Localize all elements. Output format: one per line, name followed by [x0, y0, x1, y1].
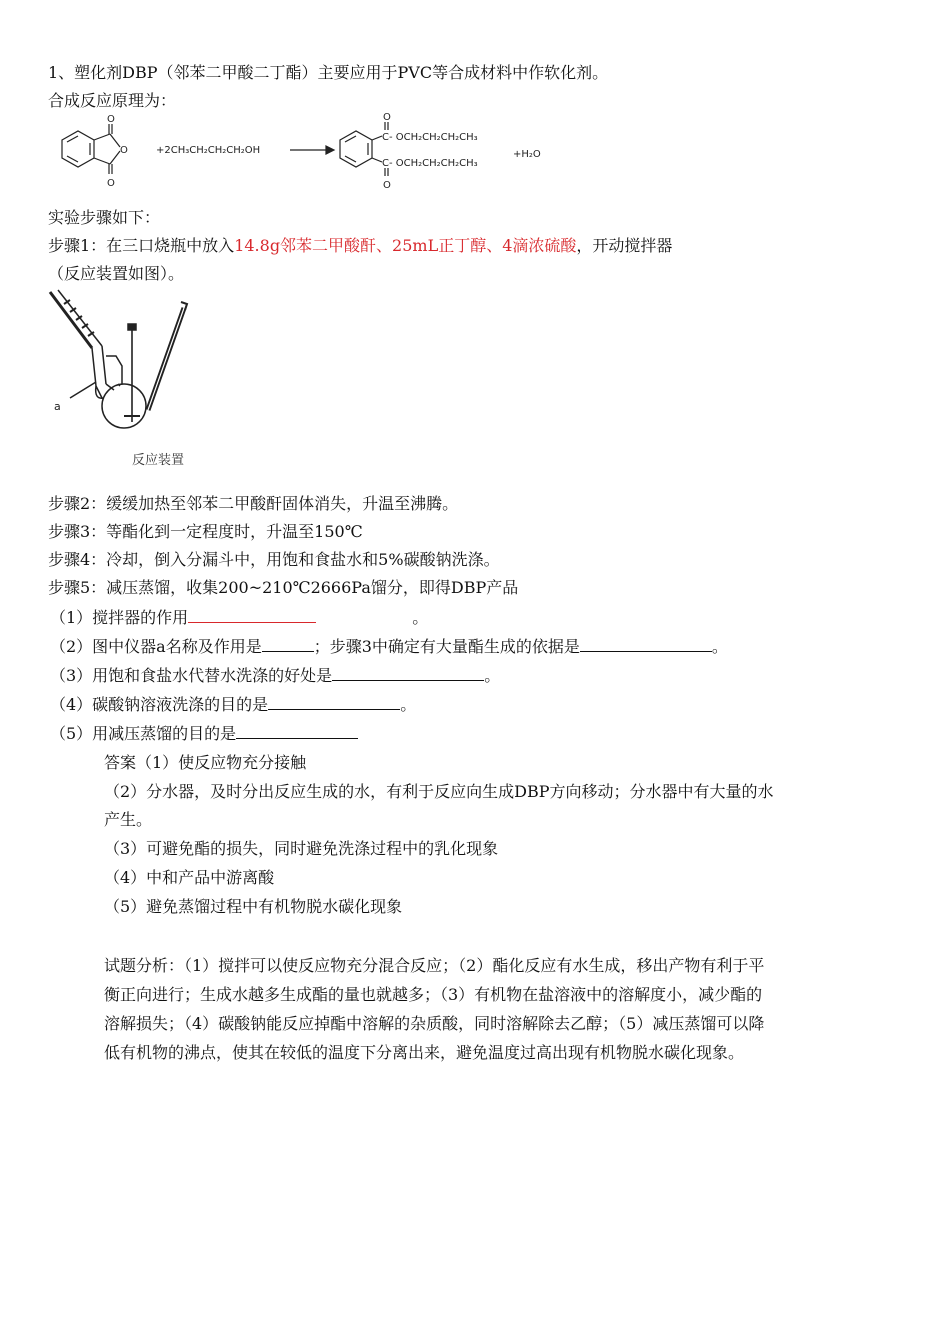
question-1-text: （1）搅拌器的作用: [50, 608, 189, 627]
question-2-text-a: （2）图中仪器a名称及作用是: [50, 637, 262, 656]
question-5: [50, 722, 358, 745]
question-2: [50, 635, 728, 658]
question-intro: 1、塑化剂DBP（邻苯二甲酸二丁酯）主要应用于PVC等合成材料中作软化剂。: [48, 63, 609, 82]
reaction-arrow: [290, 146, 334, 154]
answer-blank-2b[interactable]: [580, 635, 712, 652]
step-1: [48, 235, 672, 257]
step-1-reagents: 14.8g邻苯二甲酸酐、25mL正丁醇、4滴浓硫酸: [234, 236, 577, 255]
question-4-end: 。: [400, 695, 417, 714]
question-3: [50, 664, 500, 687]
answer-5: （5）避免蒸馏过程中有机物脱水碳化现象: [104, 897, 403, 916]
answer-1: 答案（1）使反应物充分接触: [104, 753, 307, 772]
question-1: [50, 606, 428, 629]
butanol-reagent: +2CH₃CH₂CH₂CH₂OH: [156, 145, 261, 156]
apparatus-caption: 反应装置: [132, 453, 185, 468]
steps-title: 实验步骤如下：: [48, 208, 161, 227]
principle-label: 合成反应原理为：: [48, 91, 177, 110]
step-2: 步骤2：缓缓加热至邻苯二甲酸酐固体消失，升温至沸腾。: [48, 494, 459, 513]
anhydride-o-top: O: [107, 114, 115, 125]
dbp-o-bottom: O: [383, 180, 391, 191]
water-product: +H₂O: [513, 149, 541, 160]
analysis-line-3: 溶解损失；（4）碳酸钠能反应掉酯中溶解的杂质酸，同时溶解除去乙醇；（5）减压蒸馏可以降: [104, 1014, 765, 1033]
anhydride-o-bottom: O: [107, 178, 115, 189]
ester-group-1: C- OCH₂CH₂CH₂CH₃: [382, 132, 478, 143]
answer-blank-5[interactable]: [236, 722, 358, 739]
step-1-suffix: ，开动搅拌器: [576, 236, 673, 255]
analysis-line-4: 低有机物的沸点，使其在较低的温度下分离出来，避免温度过高出现有机物脱水碳化现象。: [104, 1043, 745, 1062]
question-3-text: （3）用饱和食盐水代替水洗涤的好处是: [50, 666, 333, 685]
anhydride-structure: [62, 124, 120, 174]
step-4: 步骤4：冷却，倒入分漏斗中，用饱和食盐水和5%碳酸钠洗涤。: [48, 550, 500, 569]
ester-group-2: C- OCH₂CH₂CH₂CH₃: [382, 158, 478, 169]
answer-blank-4[interactable]: [268, 693, 400, 710]
question-3-end: 。: [484, 666, 501, 685]
answer-blank-2a[interactable]: [262, 635, 314, 652]
reaction-scheme: [48, 112, 568, 196]
answer-4: （4）中和产品中游离酸: [104, 868, 275, 887]
reaction-apparatus-figure: [44, 286, 204, 472]
question-4: [50, 693, 416, 716]
question-1-end: 。: [412, 608, 429, 627]
answer-2-line1: （2）分水器，及时分出反应生成的水，有利于反应向生成DBP方向移动；分水器中有大量的水: [104, 782, 774, 801]
step-1-prefix: 步骤1：在三口烧瓶中放入: [48, 236, 235, 255]
step-1-line2: （反应装置如图）。: [48, 264, 185, 283]
question-4-text: （4）碳酸钠溶液洗涤的目的是: [50, 695, 269, 714]
answer-2-line2: 产生。: [104, 810, 153, 829]
answer-blank-3[interactable]: [332, 664, 484, 681]
apparatus-label-a: a: [54, 400, 61, 413]
analysis-line-2: 衡正向进行；生成水越多生成酯的量也就越多；（3）有机物在盐溶液中的溶解度小，减少酯的: [104, 985, 763, 1004]
answer-3: （3）可避免酯的损失，同时避免洗涤过程中的乳化现象: [104, 839, 499, 858]
step-5: 步骤5：减压蒸馏，收集200~210℃2666Pa馏分，即得DBP产品: [48, 578, 519, 597]
step-3: 步骤3：等酯化到一定程度时，升温至150℃: [48, 522, 363, 541]
dbp-o-top: O: [383, 112, 391, 123]
question-2-text-b: ；步骤3中确定有大量酯生成的依据是: [313, 637, 580, 656]
question-5-text: （5）用减压蒸馏的目的是: [50, 724, 237, 743]
question-2-end: 。: [711, 637, 728, 656]
anhydride-o-ring: O: [120, 145, 128, 156]
analysis-line-1: 试题分析：（1）搅拌可以使反应物充分混合反应；（2）酯化反应有水生成，移出产物有利于平: [104, 956, 765, 975]
answer-blank-1[interactable]: [188, 606, 316, 623]
dbp-structure: [340, 122, 388, 176]
